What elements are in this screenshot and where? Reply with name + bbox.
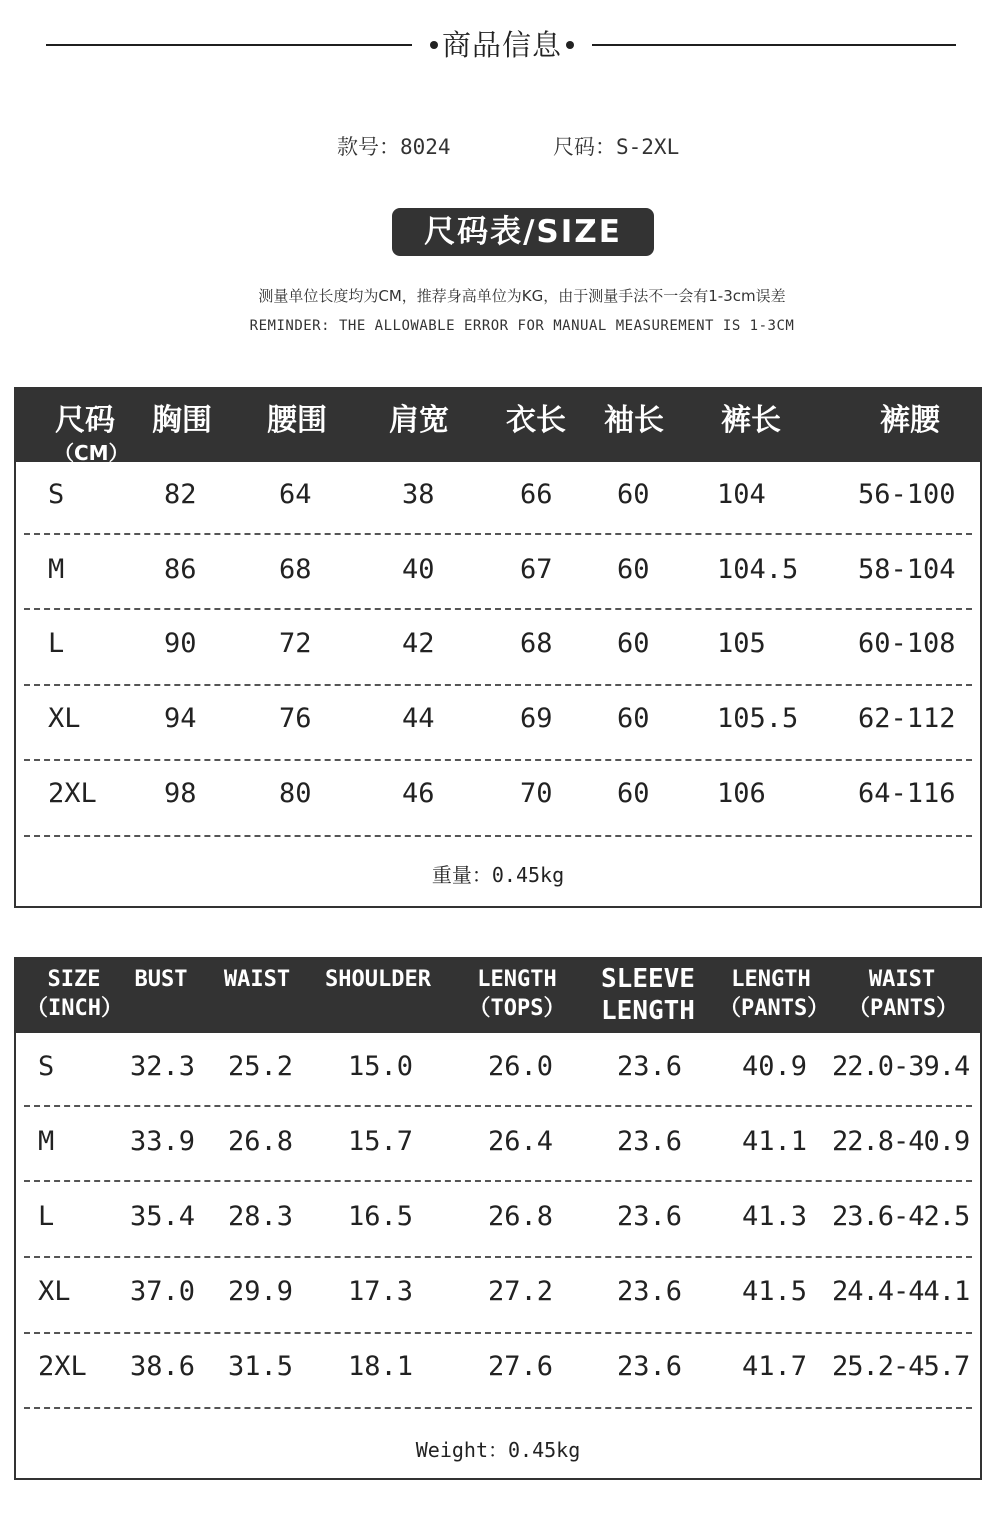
header-waist: 腰围 <box>267 403 327 438</box>
cell-size: XL <box>48 703 81 734</box>
cell-waist: 68 <box>279 554 312 585</box>
table-header <box>16 389 980 465</box>
cell-shoulder: 15.0 <box>348 1051 414 1082</box>
cell-waist: 26.8 <box>228 1126 294 1157</box>
header-sleeve-line2: LENGTH <box>601 996 695 1026</box>
cell-length-tops: 27.6 <box>488 1351 554 1382</box>
header-size-label: SIZE <box>47 967 101 992</box>
row-divider <box>24 1407 972 1409</box>
cell-size: 2XL <box>38 1351 87 1382</box>
header-size <box>26 965 122 1023</box>
size-table-cm <box>14 387 982 908</box>
cell-size: M <box>48 554 65 585</box>
cell-pants-length: 106 <box>717 778 766 809</box>
cell-bust: 98 <box>164 778 197 809</box>
header-waist-pants <box>848 965 959 1023</box>
cell-bust: 82 <box>164 479 197 510</box>
cell-size: S <box>38 1051 55 1082</box>
header-waist-pants-line2: （PANTS） <box>848 996 959 1021</box>
cell-pants-length: 104 <box>717 479 766 510</box>
cell-length-pants: 41.7 <box>742 1351 808 1382</box>
cell-size: M <box>38 1126 55 1157</box>
cell-bust: 38.6 <box>130 1351 196 1382</box>
cell-length: 68 <box>520 628 553 659</box>
cell-length-pants: 41.5 <box>742 1276 808 1307</box>
section-title-text: 商品信息 <box>441 28 562 62</box>
header-waist: WAIST <box>223 967 291 992</box>
cell-size: L <box>48 628 65 659</box>
cell-length: 66 <box>520 479 553 510</box>
cell-waist: 72 <box>279 628 312 659</box>
header-shoulder: SHOULDER <box>325 967 431 992</box>
cell-bust: 37.0 <box>130 1276 196 1307</box>
header-length-tops-line1: LENGTH <box>477 967 557 992</box>
cell-bust: 33.9 <box>130 1126 196 1157</box>
cell-sleeve: 60 <box>617 778 650 809</box>
header-length-tops <box>468 965 566 1023</box>
cell-pants-waist: 64-116 <box>858 778 956 809</box>
cell-bust: 90 <box>164 628 197 659</box>
cell-waist: 64 <box>279 479 312 510</box>
cell-sleeve: 23.6 <box>617 1126 683 1157</box>
cell-shoulder: 15.7 <box>348 1126 414 1157</box>
cell-sleeve: 23.6 <box>617 1276 683 1307</box>
header-rule-left <box>46 44 412 46</box>
cell-shoulder: 40 <box>402 554 435 585</box>
bullet-dot-icon <box>566 41 574 49</box>
cell-shoulder: 38 <box>402 479 435 510</box>
cell-pants-length: 104.5 <box>717 554 799 585</box>
measurement-note-cn: 测量单位长度均为CM，推荐身高单位为KG，由于测量手法不一会有1-3cm误差 <box>258 287 786 305</box>
row-divider <box>24 684 972 686</box>
cell-length: 69 <box>520 703 553 734</box>
header-length-tops-line2: （TOPS） <box>468 996 566 1021</box>
cell-shoulder: 18.1 <box>348 1351 414 1382</box>
row-divider <box>24 533 972 535</box>
cell-waist-pants: 22.8-40.9 <box>832 1126 970 1157</box>
row-divider <box>24 1105 972 1107</box>
measurement-note-en: REMINDER: THE ALLOWABLE ERROR FOR MANUAL MEASUREMENT IS 1-3CM <box>249 318 795 334</box>
header-bust: BUST <box>134 967 188 992</box>
header-rule-right <box>592 44 956 46</box>
cell-waist: 76 <box>279 703 312 734</box>
cell-size: L <box>38 1201 55 1232</box>
size-range: 尺码：S-2XL <box>553 135 680 159</box>
header-length: 衣长 <box>506 403 566 438</box>
cell-bust: 32.3 <box>130 1051 196 1082</box>
cell-pants-length: 105 <box>717 628 766 659</box>
header-length-pants-line1: LENGTH <box>731 967 811 992</box>
cell-waist: 25.2 <box>228 1051 294 1082</box>
cell-length-pants: 41.3 <box>742 1201 808 1232</box>
bullet-dot-icon <box>430 41 438 49</box>
cell-length-pants: 41.1 <box>742 1126 808 1157</box>
cell-waist-pants: 24.4-44.1 <box>832 1276 970 1307</box>
style-number: 款号：8024 <box>337 135 451 159</box>
cell-size: 2XL <box>48 778 97 809</box>
cell-pants-waist: 60-108 <box>858 628 956 659</box>
cell-length-tops: 26.4 <box>488 1126 554 1157</box>
cell-size: XL <box>38 1276 71 1307</box>
cell-waist-pants: 22.0-39.4 <box>832 1051 970 1082</box>
weight-label: Weight：0.45kg <box>415 1438 581 1462</box>
cell-length-tops: 26.8 <box>488 1201 554 1232</box>
cell-waist: 80 <box>279 778 312 809</box>
cell-length: 70 <box>520 778 553 809</box>
header-length-pants <box>719 965 830 1023</box>
cell-sleeve: 60 <box>617 703 650 734</box>
header-shoulder: 肩宽 <box>389 403 449 438</box>
weight-label: 重量：0.45kg <box>431 863 565 887</box>
cell-shoulder: 17.3 <box>348 1276 414 1307</box>
cell-length: 67 <box>520 554 553 585</box>
header-sleeve-line1: SLEEVE <box>601 964 695 994</box>
cell-sleeve: 23.6 <box>617 1051 683 1082</box>
cell-sleeve: 60 <box>617 554 650 585</box>
cell-waist-pants: 23.6-42.5 <box>832 1201 970 1232</box>
cell-pants-waist: 62-112 <box>858 703 956 734</box>
row-divider <box>24 608 972 610</box>
cell-waist: 28.3 <box>228 1201 294 1232</box>
cell-length-tops: 27.2 <box>488 1276 554 1307</box>
cell-waist: 29.9 <box>228 1276 294 1307</box>
cell-shoulder: 42 <box>402 628 435 659</box>
row-divider <box>24 1180 972 1182</box>
row-divider <box>24 1256 972 1258</box>
cell-sleeve: 60 <box>617 479 650 510</box>
cell-shoulder: 16.5 <box>348 1201 414 1232</box>
cell-shoulder: 44 <box>402 703 435 734</box>
header-size-label: 尺码 <box>55 403 115 438</box>
header-length-pants-line2: （PANTS） <box>719 996 830 1021</box>
cell-shoulder: 46 <box>402 778 435 809</box>
cell-sleeve: 23.6 <box>617 1351 683 1382</box>
cell-pants-waist: 58-104 <box>858 554 956 585</box>
cell-sleeve: 60 <box>617 628 650 659</box>
header-size <box>50 395 129 466</box>
size-table-inch <box>14 957 982 1480</box>
cell-waist: 31.5 <box>228 1351 294 1382</box>
cell-length-pants: 40.9 <box>742 1051 808 1082</box>
section-title <box>416 22 588 68</box>
size-chart-label: 尺码表/SIZE <box>392 208 654 256</box>
cell-size: S <box>48 479 65 510</box>
header-pants-length: 裤长 <box>721 403 781 438</box>
header-waist-pants-line1: WAIST <box>868 967 936 992</box>
section-header <box>46 22 956 68</box>
header-unit: （INCH） <box>26 996 123 1021</box>
row-divider <box>24 1332 972 1334</box>
row-divider <box>24 835 972 837</box>
cell-pants-waist: 56-100 <box>858 479 956 510</box>
cell-sleeve: 23.6 <box>617 1201 683 1232</box>
cell-length-tops: 26.0 <box>488 1051 554 1082</box>
table-header <box>16 959 980 1033</box>
header-bust: 胸围 <box>152 403 212 438</box>
cell-pants-length: 105.5 <box>717 703 799 734</box>
header-pants-waist: 裤腰 <box>880 403 940 438</box>
cell-bust: 94 <box>164 703 197 734</box>
cell-waist-pants: 25.2-45.7 <box>832 1351 970 1382</box>
header-sleeve: 袖长 <box>604 403 664 438</box>
header-unit: （CM） <box>54 441 129 465</box>
cell-bust: 35.4 <box>130 1201 196 1232</box>
header-sleeve-length <box>594 963 702 1027</box>
row-divider <box>24 759 972 761</box>
cell-bust: 86 <box>164 554 197 585</box>
